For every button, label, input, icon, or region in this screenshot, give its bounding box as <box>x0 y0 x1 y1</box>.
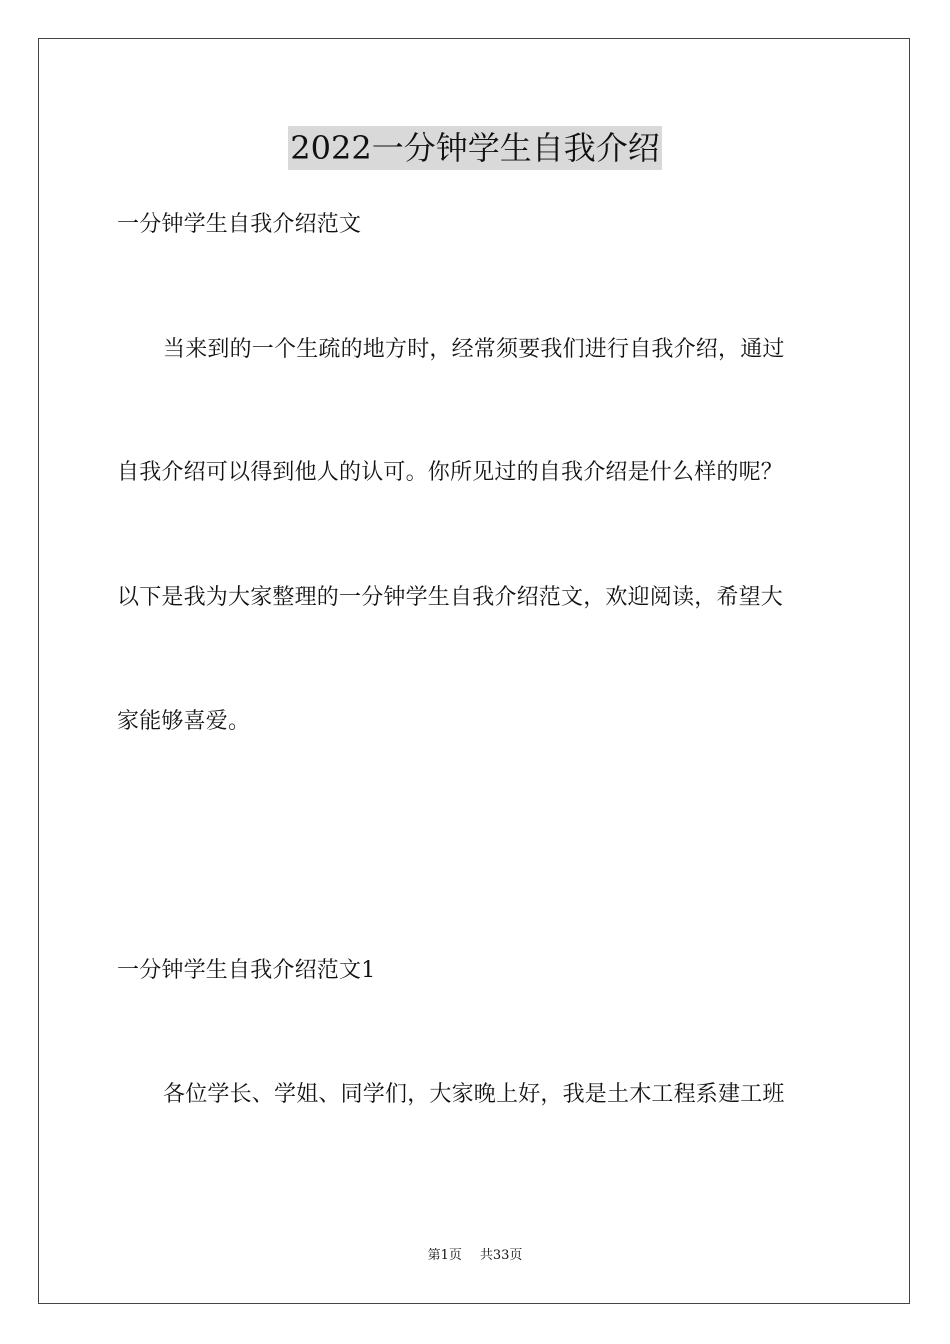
page-number-current: 第1页 <box>427 1248 462 1263</box>
paragraph-line: 以下是我为大家整理的一分钟学生自我介绍范文，欢迎阅读，希望大 <box>117 585 784 610</box>
title-container <box>0 126 950 170</box>
subtitle-line: 一分钟学生自我介绍范文 <box>117 212 362 237</box>
paragraph-line: 当来到的一个生疏的地方时，经常须要我们进行自我介绍，通过 <box>163 337 785 362</box>
page-footer <box>0 1247 950 1265</box>
document-title: 2022一分钟学生自我介绍 <box>288 126 661 170</box>
paragraph-line: 各位学长、学姐、同学们，大家晚上好，我是土木工程系建工班 <box>163 1082 785 1107</box>
paragraph-line: 自我介绍可以得到他人的认可。你所见过的自我介绍是什么样的呢？ <box>117 460 784 485</box>
paragraph-line: 家能够喜爱。 <box>117 709 251 734</box>
page-number-total: 共33页 <box>479 1248 523 1263</box>
section-heading: 一分钟学生自我介绍范文1 <box>117 958 376 983</box>
